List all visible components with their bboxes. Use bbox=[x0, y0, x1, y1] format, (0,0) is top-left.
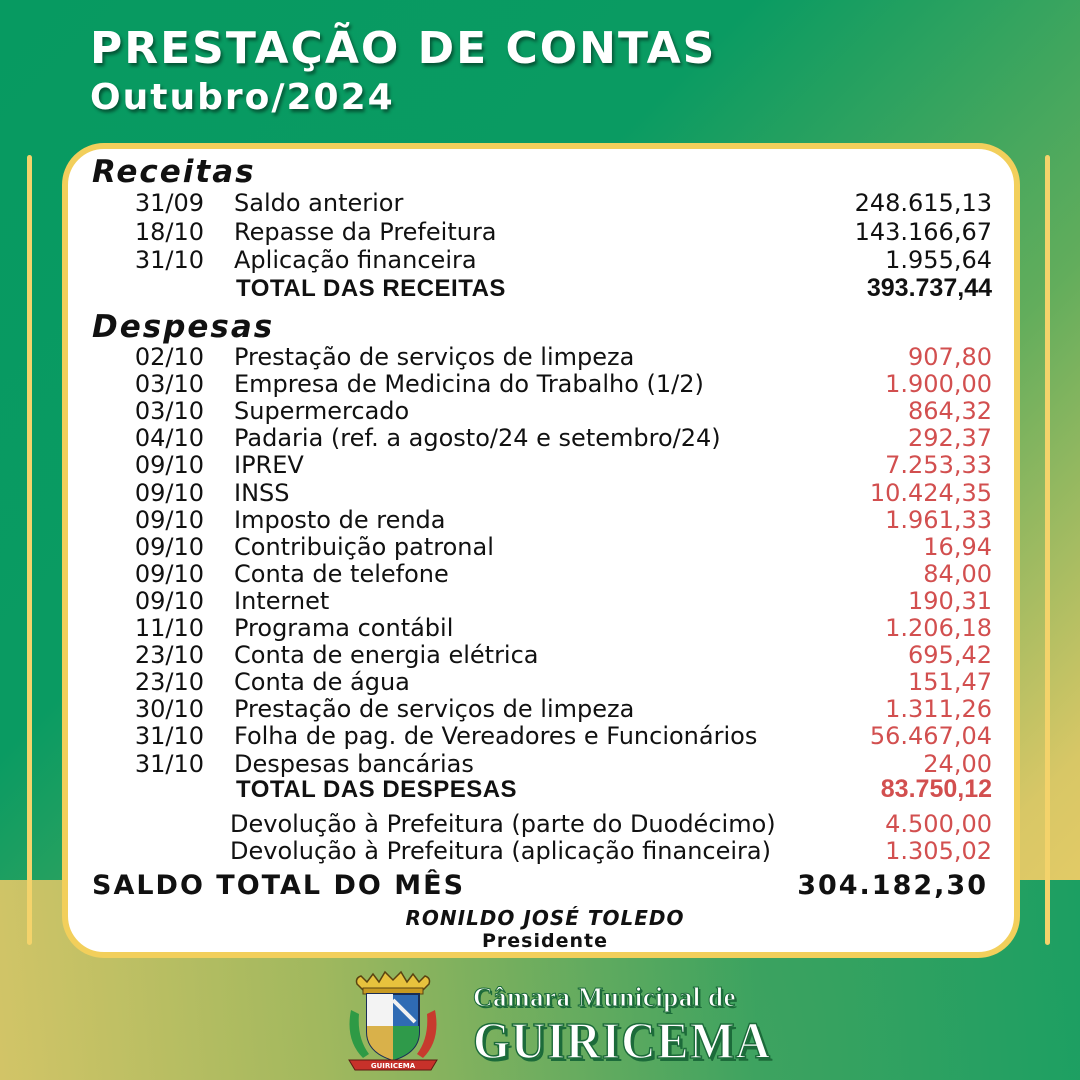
despesas-amount: 1.206,18 bbox=[885, 614, 992, 642]
despesas-row bbox=[0, 669, 1080, 696]
despesas-description: Despesas bancárias bbox=[234, 749, 474, 778]
despesas-amount: 907,80 bbox=[908, 343, 992, 371]
receitas-amount: 1.955,64 bbox=[885, 246, 992, 274]
receitas-amount: 248.615,13 bbox=[854, 189, 992, 217]
receitas-row bbox=[0, 247, 1080, 274]
despesas-amount: 24,00 bbox=[923, 749, 992, 778]
page-subtitle: Outubro/2024 bbox=[90, 77, 395, 118]
crest-ribbon-text: GUIRICEMA bbox=[370, 1062, 416, 1070]
despesas-description: Empresa de Medicina do Trabalho (1/2) bbox=[234, 370, 704, 399]
despesas-row bbox=[0, 371, 1080, 398]
despesas-row bbox=[0, 425, 1080, 452]
despesas-amount: 84,00 bbox=[923, 559, 992, 588]
org-name-line1: Câmara Municipal de bbox=[473, 982, 736, 1012]
despesas-row bbox=[0, 452, 1080, 479]
despesas-description: Supermercado bbox=[234, 397, 410, 426]
despesas-row bbox=[0, 507, 1080, 534]
receitas-date: 18/10 bbox=[134, 217, 204, 246]
despesas-total-label: TOTAL DAS DESPESAS bbox=[236, 776, 518, 803]
despesas-row bbox=[0, 751, 1080, 778]
despesas-row bbox=[0, 723, 1080, 750]
receitas-amount: 143.166,67 bbox=[854, 217, 992, 246]
despesas-date: 03/10 bbox=[134, 397, 204, 426]
devolucao-row bbox=[0, 838, 1080, 865]
despesas-amount: 695,42 bbox=[908, 641, 992, 670]
despesas-row bbox=[0, 588, 1080, 615]
signature-role: Presidente bbox=[482, 930, 608, 952]
receitas-description: Repasse da Prefeitura bbox=[234, 217, 497, 246]
despesas-description: Conta de telefone bbox=[234, 559, 449, 588]
despesas-total-row bbox=[0, 776, 1080, 803]
receitas-row bbox=[0, 190, 1080, 217]
despesas-date: 09/10 bbox=[134, 586, 204, 615]
despesas-description: Folha de pag. de Vereadores e Funcionários bbox=[234, 722, 758, 751]
despesas-description: IPREV bbox=[234, 451, 304, 480]
signature-name: RONILDO JOSÉ TOLEDO bbox=[405, 906, 685, 930]
despesas-date: 30/10 bbox=[134, 695, 204, 724]
despesas-row bbox=[0, 344, 1080, 371]
receitas-date: 31/09 bbox=[134, 189, 204, 217]
page-header bbox=[90, 22, 716, 120]
receitas-total-value: 393.737,44 bbox=[866, 274, 992, 302]
despesas-date: 09/10 bbox=[134, 559, 204, 588]
despesas-description: Prestação de serviços de limpeza bbox=[234, 695, 635, 724]
receitas-total-row bbox=[0, 275, 1080, 302]
receitas-heading: Receitas bbox=[92, 154, 256, 190]
despesas-amount: 151,47 bbox=[908, 668, 992, 697]
footer-logo bbox=[335, 968, 771, 1076]
despesas-total-value: 83.750,12 bbox=[880, 775, 992, 803]
despesas-description: Internet bbox=[234, 586, 330, 615]
saldo-value: 304.182,30 bbox=[797, 870, 988, 901]
despesas-row bbox=[0, 398, 1080, 425]
despesas-amount: 10.424,35 bbox=[869, 478, 992, 507]
devolucao-row bbox=[0, 811, 1080, 838]
despesas-date: 02/10 bbox=[134, 343, 204, 371]
despesas-date: 31/10 bbox=[134, 749, 204, 778]
receitas-date: 31/10 bbox=[134, 246, 204, 274]
page-title: PRESTAÇÃO DE CONTAS bbox=[90, 23, 717, 74]
despesas-date: 09/10 bbox=[134, 532, 204, 561]
despesas-amount: 1.900,00 bbox=[885, 370, 992, 399]
despesas-description: Programa contábil bbox=[234, 614, 454, 642]
despesas-row bbox=[0, 561, 1080, 588]
despesas-amount: 190,31 bbox=[908, 586, 992, 615]
despesas-row bbox=[0, 642, 1080, 669]
despesas-row bbox=[0, 480, 1080, 507]
receitas-description: Saldo anterior bbox=[234, 189, 404, 217]
municipal-crest-icon bbox=[343, 970, 443, 1074]
despesas-description: Contribuição patronal bbox=[234, 532, 494, 561]
despesas-amount: 292,37 bbox=[908, 424, 992, 453]
devolucao-amount: 4.500,00 bbox=[885, 810, 992, 838]
despesas-description: INSS bbox=[234, 478, 290, 507]
despesas-amount: 16,94 bbox=[923, 532, 992, 561]
devolucao-amount: 1.305,02 bbox=[885, 837, 992, 865]
despesas-date: 09/10 bbox=[134, 478, 204, 507]
receitas-description: Aplicação financeira bbox=[234, 246, 477, 274]
despesas-date: 23/10 bbox=[134, 641, 204, 670]
despesas-date: 23/10 bbox=[134, 668, 204, 697]
org-name-line2: GUIRICEMA bbox=[473, 1013, 771, 1070]
despesas-description: Imposto de renda bbox=[234, 505, 446, 534]
despesas-heading: Despesas bbox=[92, 309, 275, 345]
despesas-description: Conta de energia elétrica bbox=[234, 641, 539, 670]
despesas-description: Padaria (ref. a agosto/24 e setembro/24) bbox=[234, 424, 721, 453]
despesas-amount: 7.253,33 bbox=[885, 451, 992, 480]
despesas-row bbox=[0, 534, 1080, 561]
despesas-row bbox=[0, 696, 1080, 723]
despesas-date: 11/10 bbox=[134, 614, 204, 642]
despesas-date: 03/10 bbox=[134, 370, 204, 399]
despesas-date: 09/10 bbox=[134, 505, 204, 534]
despesas-date: 04/10 bbox=[134, 424, 204, 453]
receitas-total-label: TOTAL DAS RECEITAS bbox=[236, 275, 506, 302]
despesas-amount: 864,32 bbox=[908, 397, 992, 426]
despesas-date: 09/10 bbox=[134, 451, 204, 480]
despesas-amount: 1.961,33 bbox=[885, 505, 992, 534]
despesas-description: Prestação de serviços de limpeza bbox=[234, 343, 635, 371]
devolucao-desc: Devolução à Prefeitura (parte do Duodécimo) bbox=[230, 810, 776, 838]
receitas-row bbox=[0, 219, 1080, 246]
despesas-date: 31/10 bbox=[134, 722, 204, 751]
despesas-amount: 56.467,04 bbox=[869, 722, 992, 751]
despesas-description: Conta de água bbox=[234, 668, 410, 697]
despesas-amount: 1.311,26 bbox=[885, 695, 992, 724]
devolucao-desc: Devolução à Prefeitura (aplicação financeira) bbox=[230, 837, 771, 865]
despesas-row bbox=[0, 615, 1080, 642]
saldo-label: SALDO TOTAL DO MÊS bbox=[92, 870, 466, 901]
